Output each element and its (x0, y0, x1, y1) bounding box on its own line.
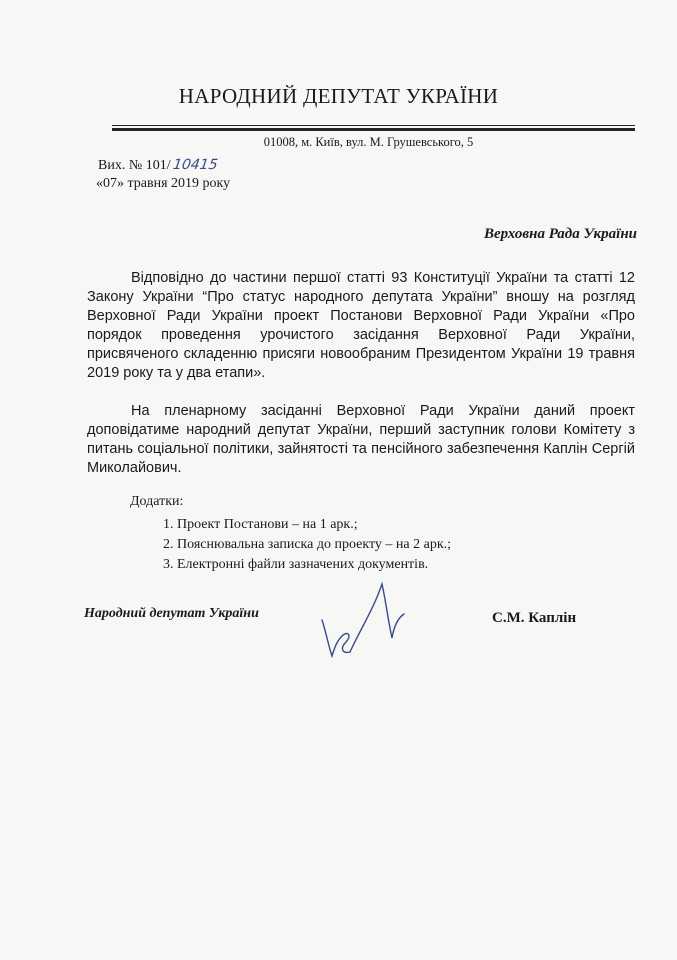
outgoing-date: «07» травня 2019 року (96, 176, 231, 191)
recipient: Верховна Рада України (483, 226, 637, 242)
attachments-list (163, 515, 451, 575)
outgoing-number-handwritten: 10415 (171, 157, 219, 173)
attachments-title: Додатки: (130, 494, 184, 509)
signer-position: Народний депутат України (84, 606, 259, 621)
body-paragraph-1: Відповідно до частини першої статті 93 Конституції України та статті 12 Закону України “Про статус народного депутата України” вношу на розгляд Верховної Ради України проект Постанови Верховної Ради України «Про порядок проведення урочистого засідання Верховної Ради України, присвяченого складенню присяги новообраним Президентом України 19 травня 2019 року та у два етапи». (87, 270, 635, 381)
letterhead-address: 01008, м. Київ, вул. М. Грушевського, 5 (263, 135, 474, 149)
attachment-item: 1. Проект Постанови – на 1 арк.; (163, 517, 358, 532)
outgoing-number-prefix: Вих. № 101/ (98, 158, 171, 173)
body-paragraph-2: На пленарному засіданні Верховної Ради України даний проект доповідатиме народний депутат України, перший заступник голови Комітету з питань соціальної політики, зайнятості та пенсійного забезпечення Каплін Сергій Миколайович. (87, 403, 635, 476)
signer-name: С.М. Каплін (492, 610, 577, 626)
attachment-item: 2. Пояснювальна записка до проекту – на 2 арк.; (163, 537, 452, 552)
attachment-item: 3. Електронні файли зазначених документів. (163, 557, 429, 572)
letterhead-rule-thin (112, 125, 635, 126)
outgoing-number (98, 157, 217, 174)
letterhead-title: НАРОДНИЙ ДЕПУТАТ УКРАЇНИ (178, 84, 499, 108)
handwritten-signature (312, 580, 422, 670)
letterhead-rule-thick (112, 128, 635, 131)
